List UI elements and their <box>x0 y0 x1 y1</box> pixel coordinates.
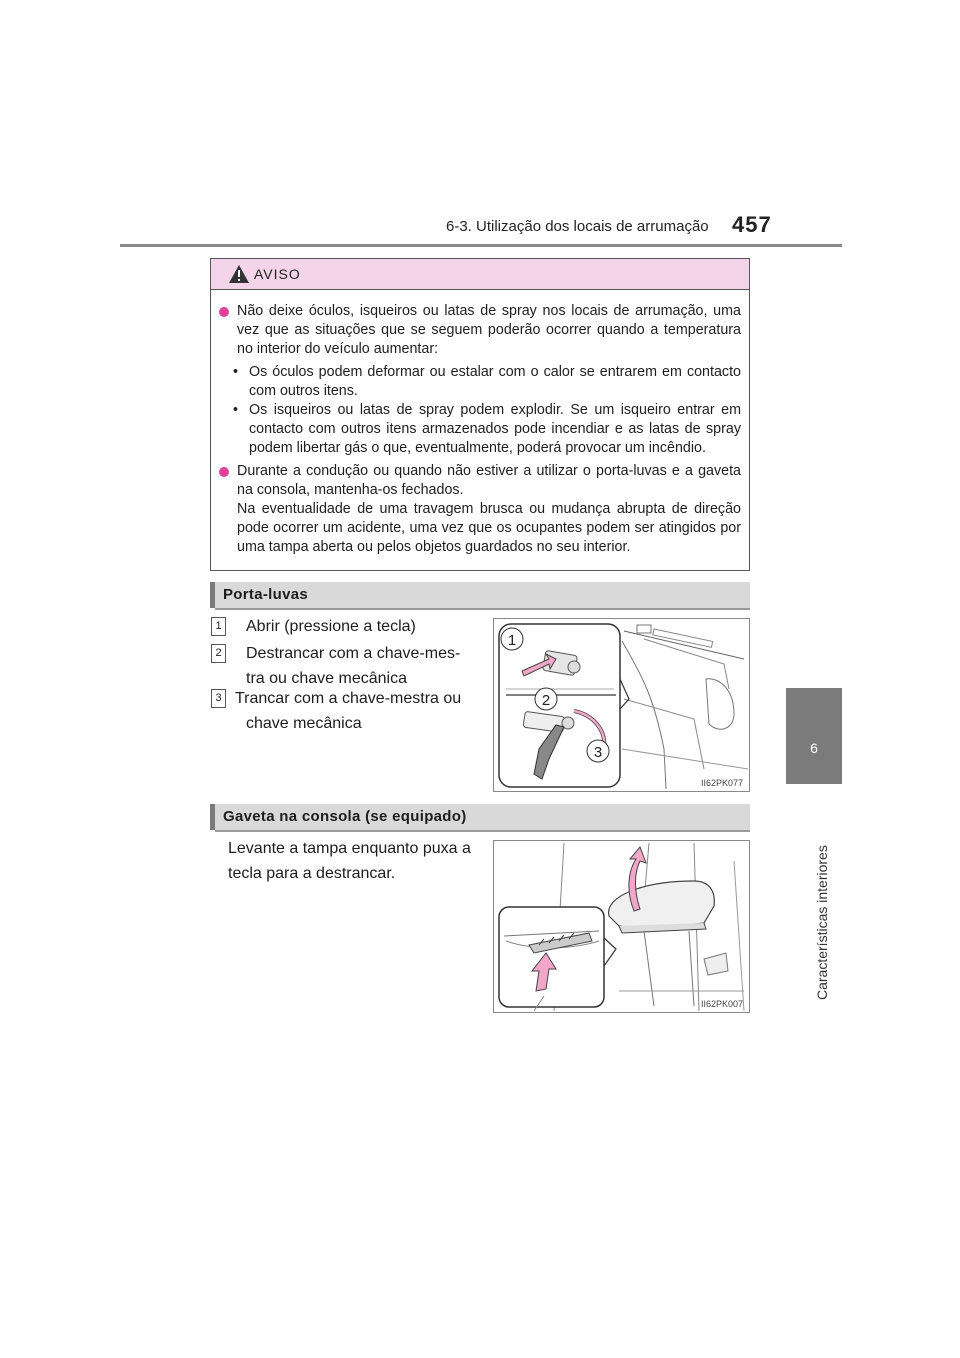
warning-item <box>219 462 741 557</box>
warning-item-text-continued: Na eventualidade de uma travagem brusca ou mudança abrupta de direção pode ocorrer um acidente, uma vez que os ocupantes podem ser atingidos por uma tampa aberta ou pelos objetos guardados no seu interior. <box>237 501 741 555</box>
warning-subitem-text: Os óculos podem deformar ou estalar com o calor se entrarem em contacto com outros itens. <box>249 364 741 399</box>
step-text-continued: chave mecânica <box>246 715 362 732</box>
warning-triangle-icon <box>228 264 250 284</box>
warning-body <box>211 290 749 557</box>
step-text: Destrancar com a chave-mes- <box>246 645 461 662</box>
bullet-dot-icon <box>219 467 229 477</box>
chapter-label: Características interiores <box>814 845 830 1000</box>
section-title: 6-3. Utilização dos locais de arrumação <box>446 218 709 235</box>
step-number-badge: 3 <box>211 689 226 708</box>
warning-title: AVISO <box>254 266 301 282</box>
step-3 <box>211 686 477 736</box>
warning-item-text: Durante a condução ou quando não estiver a utilizar o porta-luvas e a gaveta na consola, mantenha-os fechados. <box>237 463 741 498</box>
warning-subitem <box>219 401 741 458</box>
bullet-icon: • <box>233 364 239 380</box>
warning-subitem <box>219 363 741 401</box>
console-instructions: Levante a tampa enquanto puxa a tecla para a destrancar. <box>228 840 471 882</box>
bullet-icon: • <box>233 402 239 418</box>
console-drawing <box>494 841 749 1012</box>
step-text: Trancar com a chave-mestra ou <box>235 690 462 707</box>
warning-subitem-text: Os isqueiros ou latas de spray podem explodir. Se um isqueiro entrar em contacto com outros itens armazenados pode incendiar e as latas de spray podem libertar gás o que, eventualmente, poderá provocar um incêndio. <box>249 402 741 456</box>
chapter-tab <box>786 688 842 784</box>
step-1 <box>211 614 477 639</box>
section-heading-text: Gaveta na consola (se equipado) <box>223 808 467 825</box>
callout-2: 2 <box>541 692 551 709</box>
page-number: 457 <box>732 212 772 237</box>
chapter-number: 6 <box>810 740 818 756</box>
figure-code: II62PK007 <box>700 999 743 1009</box>
glovebox-illustration <box>493 618 750 792</box>
warning-box <box>210 258 750 571</box>
callout-1: 1 <box>507 632 517 649</box>
glovebox-drawing <box>494 619 749 791</box>
step-number-badge: 2 <box>211 644 226 663</box>
console-illustration <box>493 840 750 1013</box>
figure-code: II62PK077 <box>700 778 743 788</box>
header-divider <box>120 244 842 247</box>
step-text: Abrir (pressione a tecla) <box>246 618 416 635</box>
step-text-continued: tra ou chave mecânica <box>246 670 407 687</box>
warning-item <box>219 302 741 359</box>
step-number-badge: 1 <box>211 617 226 636</box>
section-heading-text: Porta-luvas <box>223 586 308 603</box>
callout-3: 3 <box>593 744 603 761</box>
section-heading-glovebox <box>210 582 750 608</box>
warning-item-text: Não deixe óculos, isqueiros ou latas de spray nos locais de arrumação, uma vez que as situações que se seguem poderão ocorrer quando a temperatura no interior do veículo aumentar: <box>237 303 741 357</box>
warning-header <box>211 259 749 290</box>
section-heading-console <box>210 804 750 830</box>
step-2 <box>211 641 477 691</box>
bullet-dot-icon <box>219 307 229 317</box>
